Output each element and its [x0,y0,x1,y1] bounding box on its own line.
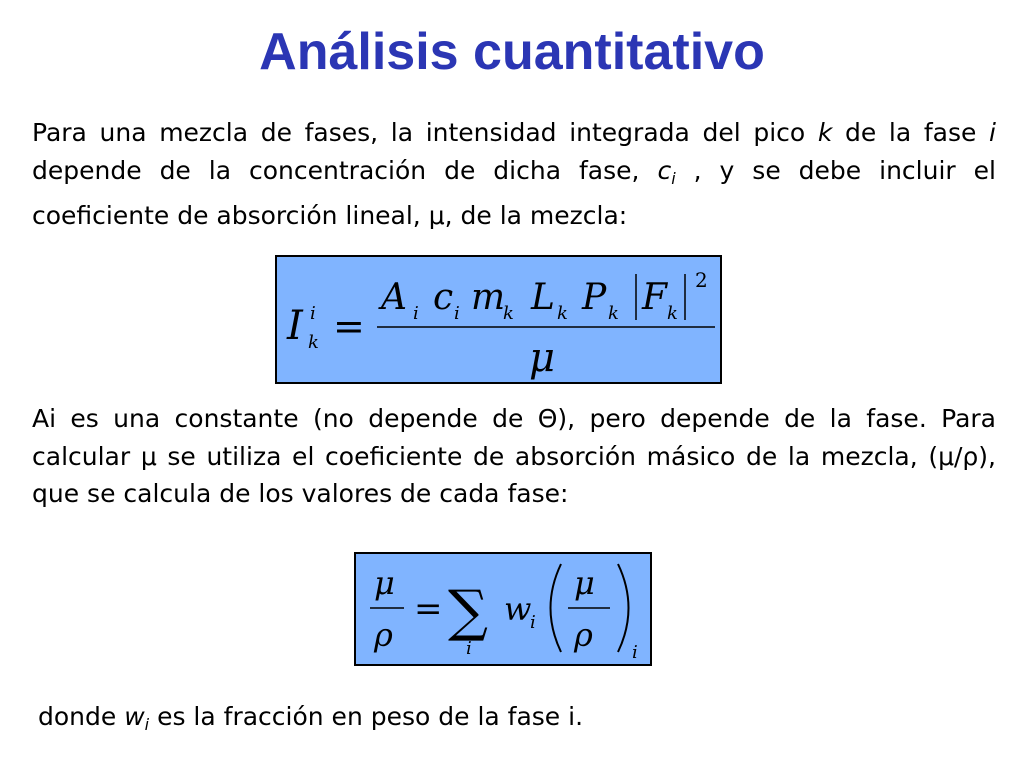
formula2-rho2: ρ [574,616,593,654]
formula1-I: I [287,303,303,349]
constant-paragraph: Ai es una constante (no depende de Θ), pero depende de la fase. Para calcular μ se utiliza el coeficiente de absorción másico de la mezcla, (μ/ρ), que se calcula de los valores de cada fase: [32,404,996,508]
p3-text-a: donde [38,702,125,731]
formula1-P: P [582,277,607,318]
formula2-sum: ∑ [448,579,488,644]
p1-var-c: c [657,155,672,185]
slide-title: Análisis cuantitativo [259,23,765,81]
formula2-rho: ρ [374,616,393,654]
formula1-c-sub: i [454,303,460,324]
formula1-equals: = [333,304,365,348]
formula1-I-sub: k [308,332,319,353]
formula1-L-sub: k [557,303,568,324]
weight-fraction-note [38,698,938,744]
formula1-L: L [531,277,555,318]
formula1-c: c [433,277,454,318]
formula2-mu2: μ [574,564,595,602]
formula2-w-sub: i [530,612,536,633]
formula1-exponent: 2 [695,268,708,292]
intro-paragraph [32,114,996,235]
p1-var-k: k [817,118,833,147]
mass-absorption-formula-box [354,552,652,666]
p3-var-w-sub: i [144,715,150,734]
formula1-mu: μ [529,335,555,381]
formula1-A: A [381,277,407,318]
p3-var-w: w [124,702,145,731]
p1-var-i: i [989,118,996,147]
formula2-outer-sub: i [632,642,638,663]
formula1-F-sub: k [667,303,678,324]
p1-var-c-sub: i [671,168,676,188]
formula1-m-sub: k [503,303,514,324]
formula1-m: m [471,277,506,318]
p1-text-d: , y se debe incluir el coeficiente de absorción lineal, μ, de la mezcla: [32,155,996,230]
formula2-mu: μ [374,564,395,602]
formula2-equals: = [414,589,443,629]
intensity-formula [277,257,724,386]
formula2-right-paren [618,564,629,652]
p1-text-b: de la fase [832,118,990,147]
mass-absorption-formula [356,554,654,668]
formula1-F: F [642,277,667,318]
formula1-I-sup: i [310,303,316,324]
formula2-left-paren [551,564,562,652]
p1-text-a: Para una mezcla de fases, la intensidad integrada del pico [32,118,818,147]
formula1-A-sub: i [413,303,419,324]
formula2-w: w [504,590,532,628]
p1-text-c: depende de la concentración de dicha fase, [32,155,658,185]
intensity-formula-box [275,255,722,384]
p3-text-b: es la fracción en peso de la fase i. [149,702,584,731]
formula2-sum-sub: i [466,638,472,659]
formula1-P-sub: k [608,303,619,324]
